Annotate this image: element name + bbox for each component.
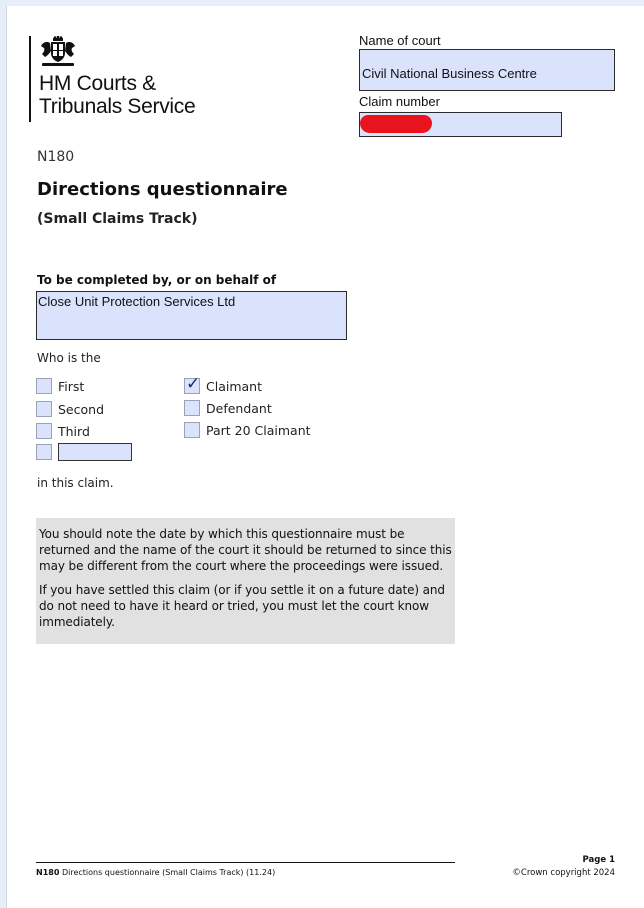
page-number: Page 1 bbox=[582, 855, 615, 865]
checkbox-second[interactable] bbox=[36, 401, 52, 417]
option-part20-label: Part 20 Claimant bbox=[206, 422, 311, 438]
logo-line-2: Tribunals Service bbox=[39, 95, 196, 118]
completed-by-field[interactable]: Close Unit Protection Services Ltd bbox=[36, 291, 347, 340]
court-name-label: Name of court bbox=[359, 33, 441, 48]
checkmark-icon: ✓ bbox=[186, 374, 201, 394]
form-page bbox=[6, 6, 644, 908]
checkbox-claimant[interactable] bbox=[184, 374, 201, 394]
copyright-text: ©Crown copyright 2024 bbox=[512, 868, 615, 878]
in-this-claim-text: in this claim. bbox=[37, 476, 114, 490]
completed-by-label: To be completed by, or on behalf of bbox=[37, 273, 277, 287]
option-first[interactable] bbox=[36, 378, 84, 394]
option-third[interactable] bbox=[36, 423, 90, 439]
notice-paragraph-1: You should note the date by which this questionnaire must be returned and the name of the court it should be returned to since this may be different from the court where the proceedings were issued. bbox=[39, 527, 452, 573]
option-second-label: Second bbox=[58, 401, 105, 417]
footer-form-info bbox=[36, 868, 275, 877]
notice-box bbox=[36, 518, 455, 644]
court-name-field[interactable]: Civil National Business Centre bbox=[359, 49, 615, 91]
form-title: Directions questionnaire bbox=[37, 179, 288, 200]
checkbox-defendant[interactable] bbox=[184, 400, 200, 416]
option-other[interactable] bbox=[36, 444, 52, 460]
form-subtitle: (Small Claims Track) bbox=[37, 211, 198, 227]
footer-form-code: N180 bbox=[36, 868, 60, 877]
form-code: N180 bbox=[37, 149, 75, 165]
notice-paragraph-2: If you have settled this claim (or if you settle it on a future date) and do not need to have it heard or tried, you must let the court know immediately. bbox=[39, 583, 445, 629]
option-second[interactable] bbox=[36, 401, 104, 417]
option-claimant[interactable] bbox=[184, 374, 262, 394]
option-claimant-label: Claimant bbox=[206, 378, 262, 394]
checkbox-part20-claimant[interactable] bbox=[184, 422, 200, 438]
checkbox-third[interactable] bbox=[36, 423, 52, 439]
redaction-mark bbox=[360, 115, 432, 133]
claim-number-field[interactable] bbox=[359, 112, 562, 137]
option-first-label: First bbox=[58, 378, 85, 394]
option-defendant-label: Defendant bbox=[206, 400, 272, 416]
option-part20[interactable] bbox=[184, 422, 311, 438]
royal-crest-icon bbox=[39, 36, 77, 68]
hmcts-logo bbox=[29, 36, 209, 122]
logo-line-1: HM Courts & bbox=[39, 72, 156, 95]
other-role-field[interactable] bbox=[58, 443, 132, 461]
footer-divider bbox=[36, 862, 455, 863]
option-defendant[interactable] bbox=[184, 400, 272, 416]
claim-number-label: Claim number bbox=[359, 94, 440, 109]
checkbox-other[interactable] bbox=[36, 444, 52, 460]
option-third-label: Third bbox=[58, 423, 90, 439]
footer-form-description: Directions questionnaire (Small Claims Track) (11.24) bbox=[61, 868, 276, 877]
checkbox-first[interactable] bbox=[36, 378, 52, 394]
who-is-label: Who is the bbox=[37, 351, 101, 365]
